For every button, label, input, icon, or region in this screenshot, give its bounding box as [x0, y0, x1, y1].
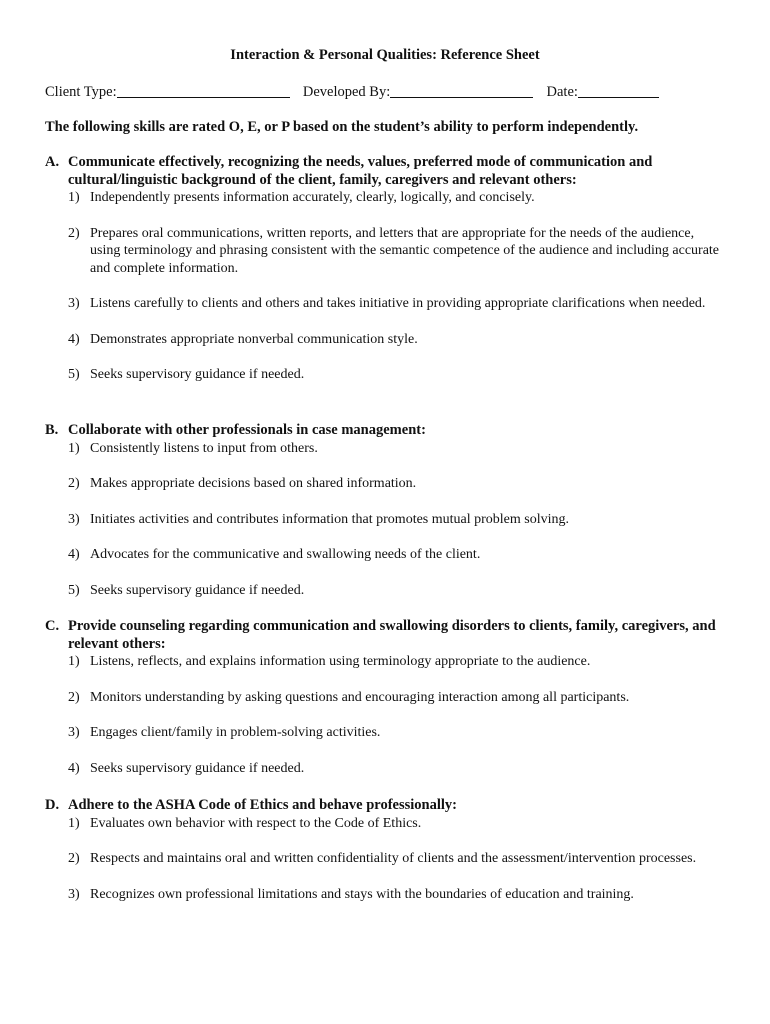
item-number: 1): [68, 190, 80, 205]
section-heading: [45, 797, 725, 815]
item-number: 4): [68, 331, 80, 347]
item-text: Seeks supervisory guidance if needed.: [90, 367, 305, 382]
list-item: [45, 475, 725, 493]
list-item: [45, 189, 725, 207]
section-heading: [45, 618, 725, 653]
item-text: Initiates activities and contributes information that promotes mutual problem solving.: [90, 511, 570, 527]
client-type-label: Client Type:: [45, 84, 117, 100]
item-text: Seeks supervisory guidance if needed.: [90, 582, 305, 598]
date-field[interactable]: [578, 84, 659, 98]
section-heading-text: Communicate effectively, recognizing the needs, values, preferred mode of communication and cultural/linguistic background of the client, family, caregivers and relevant others:: [68, 154, 653, 188]
section-heading-text: Provide counseling regarding communication and swallowing disorders to clients, family, caregivers, and relevant others:: [68, 618, 716, 652]
list-item: [45, 760, 725, 778]
list-item: [45, 366, 725, 384]
item-number: 3): [68, 725, 80, 740]
item-number: 2): [68, 476, 80, 491]
list-item: [45, 440, 725, 458]
section-b: [45, 422, 725, 599]
list-item: [45, 653, 725, 671]
item-text: Monitors understanding by asking questions and encouraging interaction among all participants.: [90, 689, 630, 705]
item-number: 1): [68, 654, 80, 669]
list-item: [45, 689, 725, 707]
list-item: [45, 724, 725, 742]
rating-instructions: The following skills are rated O, E, or P based on the student’s ability to perform independently.: [45, 119, 639, 135]
developed-by-field[interactable]: [390, 84, 533, 98]
list-item: [45, 850, 725, 868]
section-heading-text: Collaborate with other professionals in case management:: [68, 422, 426, 438]
date-label: Date:: [546, 84, 578, 100]
list-item: [45, 511, 725, 529]
section-d: [45, 797, 725, 903]
item-number: 5): [68, 582, 80, 598]
item-text: Demonstrates appropriate nonverbal communication style.: [90, 331, 418, 347]
item-text: Seeks supervisory guidance if needed.: [90, 760, 305, 776]
section-a: [45, 154, 725, 384]
header-fields: [45, 84, 659, 101]
item-number: 1): [68, 440, 80, 456]
section-letter: B.: [45, 422, 59, 438]
list-item: [45, 225, 725, 278]
list-item: [45, 295, 725, 313]
item-text: Evaluates own behavior with respect to the Code of Ethics.: [90, 815, 422, 831]
item-number: 5): [68, 367, 80, 382]
item-number: 2): [68, 225, 80, 241]
section-heading: [45, 422, 725, 440]
section-c: [45, 618, 725, 777]
list-item: [45, 815, 725, 833]
developed-by-label: Developed By:: [302, 84, 391, 100]
list-item: [45, 582, 725, 600]
section-heading: [45, 154, 725, 189]
page-title: Interaction & Personal Qualities: Reference Sheet: [230, 47, 540, 63]
item-number: 2): [68, 851, 80, 866]
item-number: 3): [68, 296, 80, 311]
client-type-field[interactable]: [117, 84, 290, 98]
section-letter: C.: [45, 618, 60, 634]
item-text: Independently presents information accurately, clearly, logically, and concisely.: [90, 190, 535, 205]
item-text: Prepares oral communications, written reports, and letters that are appropriate for the needs of the audience, using terminology and phrasing consistent with the semantic competence of the audience and including accurate and complete information.: [90, 225, 720, 276]
item-text: Respects and maintains oral and written confidentiality of clients and the assessment/intervention processes.: [90, 851, 697, 866]
item-text: Advocates for the communicative and swallowing needs of the client.: [90, 547, 481, 562]
list-item: [45, 886, 725, 904]
item-text: Consistently listens to input from others.: [90, 440, 318, 456]
item-number: 2): [68, 689, 80, 705]
item-number: 3): [68, 886, 80, 902]
item-text: Engages client/family in problem-solving activities.: [90, 725, 381, 740]
item-text: Recognizes own professional limitations and stays with the boundaries of education and training.: [90, 886, 634, 902]
item-number: 4): [68, 547, 80, 562]
item-number: 4): [68, 760, 80, 776]
item-text: Listens carefully to clients and others and takes initiative in providing appropriate clarifications when needed.: [90, 296, 706, 311]
item-number: 3): [68, 511, 80, 527]
item-text: Listens, reflects, and explains information using terminology appropriate to the audience.: [90, 654, 591, 669]
section-letter: D.: [45, 797, 60, 813]
item-number: 1): [68, 815, 80, 831]
list-item: [45, 331, 725, 349]
item-text: Makes appropriate decisions based on shared information.: [90, 476, 417, 491]
section-heading-text: Adhere to the ASHA Code of Ethics and behave professionally:: [68, 797, 457, 813]
list-item: [45, 546, 725, 564]
section-letter: A.: [45, 154, 60, 170]
